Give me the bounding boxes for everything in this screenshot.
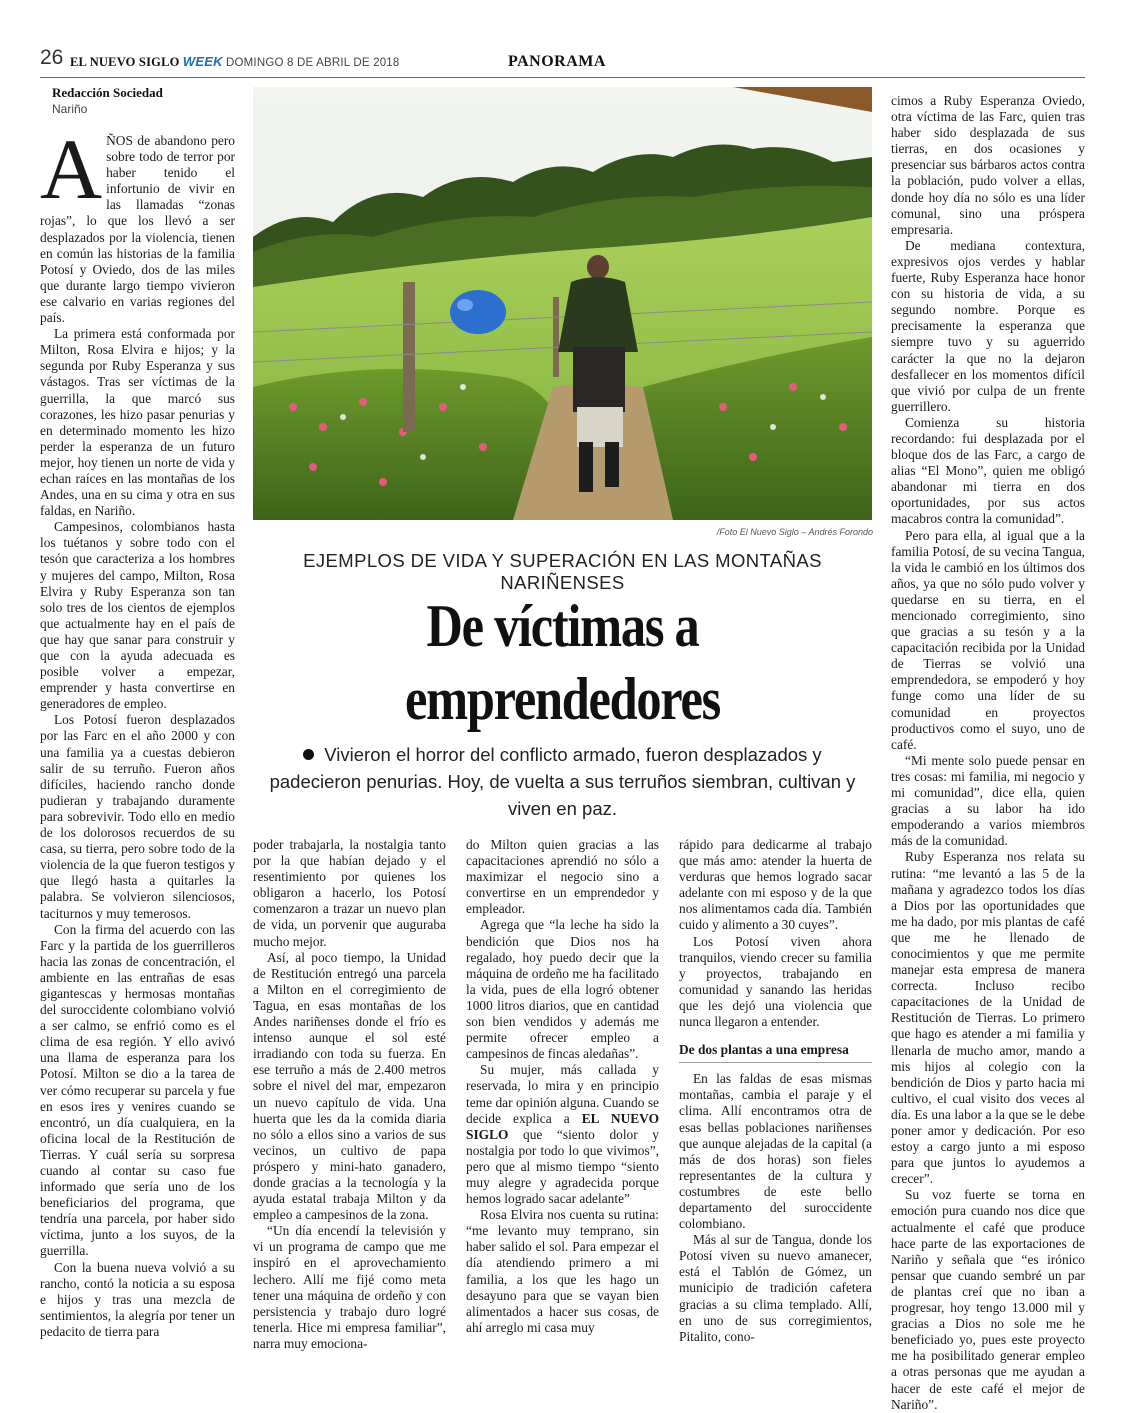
paragraph: Más al sur de Tangua, donde los Potosí viven su nuevo amanecer, está el Tablón de Gómez, un municipio de tradición cafetera gracias a su clima templado. Allí, en uno de sus corregimientos, Pitalito, cono- <box>679 1232 872 1344</box>
bullet-icon <box>303 749 314 760</box>
header-rule <box>40 77 1085 78</box>
masthead <box>70 54 400 70</box>
newspaper-name: EL NUEVO SIGLO <box>70 55 180 69</box>
drop-cap: A <box>40 121 103 217</box>
paragraph: “Mi mente solo puede pensar en tres cosas: mi familia, mi negocio y mi comunidad”, dice ella, quien gracias a su labor ha ido empoderando a varios miembros más de la comunidad. <box>891 752 1085 849</box>
paragraph: do Milton quien gracias a las capacitaciones aprendió no sólo a maximizar el negocio sino a convertirse en un emprendedor y empleador. <box>466 837 659 917</box>
paragraph: Su voz fuerte se torna en emoción pura cuando nos dice que actualmente el café que produce hace parte de las exportaciones de Nariño y señala que “es irónico pensar que cuando sembré un par de plantas creí que no iban a progresar, hoy tengo 13.000 mil y gracias a Dios no sole me he beneficiado yo, pues este proyecto me ha posibilitado generar empleo a otras personas que me ayudan a hacer de este café el mejor de Nariño”. <box>891 1187 1085 1412</box>
paragraph: Pero para ella, al igual que a la familia Potosí, de su vecina Tangua, la vida le cambió en los últimos dos años, ya que no sólo pudo volver y quedarse en su tierra, en el mencionado corregimiento, sino que gracias a su tesón y a la capacitación recibida por la Unidad de Tierras se volvió una emprendedora, se empoderó y hoy funge como una líder de su comunidad en proyectos productivos como el suyo, uno de café. <box>891 527 1085 752</box>
paragraph: Ruby Esperanza nos relata su rutina: “me levantó a las 5 de la mañana y agradezco todos los días a Dios por las oportunidades que me ha dado, por mis plantas de café que me he llenado de conocimientos y que me permite manejar esta empresa de manera correcta. Incluso recibo capacitaciones de la Unidad de Restitución de Tierras. Lo primero que hago es atender a mi familia y llenarla de mucho amor, mando a mis hijos al colegio con la bendición de Dios y parto hacia mi cultivo, el cual visito dos veces al día. Es una labor a la que se le debe poner amor y dedicación. Por eso estoy a cargo junto a mi esposo para que juntos lo ayudemos a crecer”. <box>891 849 1085 1187</box>
paragraph: Con la firma del acuerdo con las Farc y la partida de los guerrilleros hacia las zonas de concentración, el ambiente en las entrañas de esas gigantescas y hermosas montañas del suroccidente colombiano volvió a ser calmo, se enfrió como es el clima de esa región. Y ello avivó una llama de esperanza para los Potosí. Milton se dio a la tarea de ver cómo recuperar su parcela y fue en esos ires y venires cuando se encontró, un día cualquiera, en la oficina local de la Restitución de Tierras. Y cuál sería su sorpresa cuando al contar su caso fue informado que sería uno de los beneficiarios del programa, que tendría una parcela, por haber sido víctima, junto a los suyos, de la guerrilla. <box>40 921 235 1259</box>
paragraph <box>466 1062 659 1207</box>
edition-name: WEEK <box>182 54 223 69</box>
paragraph: Agrega que “la leche ha sido la bendición que Dios nos ha regalado, hoy puedo decir que la máquina de ordeño me ha facilitado la vida, pues de ella logró obtener 1000 litros diarios, que en cantidad son bien vendidos y además me permite ofrecer empleo a campesinos de fincas aledañas”. <box>466 917 659 1062</box>
article-column-1 <box>40 121 235 1340</box>
photo-caption: /Foto El Nuevo Siglo – Andrés Forondo <box>716 527 873 537</box>
article-column-3 <box>466 837 659 1336</box>
paragraph: rápido para dedicarme al trabajo que más amo: atender la huerta de verduras que hemos logrado sacar adelante con mi esposo y de la que nos alimentamos cada día. También cuido y alimento a 30 cuyes”. <box>679 837 872 933</box>
location: Nariño <box>52 102 88 116</box>
paragraph-text: que “siento dolor y nostalgia por todo lo que vivimos”, pero que al mismo tiempo “siento muy alegre y agradecida porque hemos logrado sacar adelante” <box>466 1126 659 1207</box>
paragraph: ÑOS de abandono pero sobre todo de terror por haber tenido el infortunio de vivir en las llamadas “zonas rojas”, lo que los llevó a ser desplazados por la violencia, tienen en común las historias de la familia Potosí y Oviedo, dos de las miles que durante largo tiempo vivieron ese calvario en varias regiones del país. <box>40 133 235 326</box>
paragraph: Rosa Elvira nos cuenta su rutina: “me levanto muy temprano, sin haber salido el sol. Para empezar el día atendiendo primero a mi familia, a los que les hago un desayuno para que se vayan bien alimentados a hacer sus cosas, de ahí arreglo mi casa muy <box>466 1207 659 1335</box>
paragraph: Comienza su historia recordando: fui desplazada por el bloque dos de las Farc, a cargo de alias “El Mono”, quien me obligó abandonar mi tierra en dos oportunidades, por sus actos macabros contra la comunidad”. <box>891 414 1085 527</box>
paragraph: Los Potosí fueron desplazados por las Farc en el año 2000 y con una familia ya a cuestas debieron salir de su terruño. Fueron años difíciles, haciendo rancho donde pudieran y trabajando duramente para sobrevivir. Todo ello en medio de los dolorosos recuerdos de su casa, su tierra, pero sobre todo de la violencia de la que fueron testigos y que llegó hasta a quitarles la palabra. Se volvieron silenciosos, taciturnos y muy temerosos. <box>40 712 235 921</box>
article-column-2 <box>253 837 446 1352</box>
article-photo <box>253 87 872 520</box>
section-title: PANORAMA <box>508 53 606 70</box>
issue-date: DOMINGO 8 DE ABRIL DE 2018 <box>226 57 400 69</box>
paragraph: De mediana contextura, expresivos ojos verdes y hablar fuerte, Ruby Esperanza hace honor con su historia de vida, a su segundo nombre. Porque es precisamente la esperanza que siempre tuvo y su aguerrido carácter la que no la dejaron desfallecer en los momentos difícil que vivió por culpa de un frente guerrillero. <box>891 237 1085 414</box>
subheading: De dos plantas a una empresa <box>679 1036 872 1063</box>
article-column-4 <box>679 837 872 1345</box>
paragraph: poder trabajarla, la nostalgia tanto por la que habían dejado y el resentimiento por quienes los obligaron a hacerlo, los Potosí comenzaron a trazar un nuevo plan de vida, un porvenir que auguraba mucho mejor. <box>253 837 446 949</box>
newspaper-mention: EL NUEVO SIGLO <box>466 1110 659 1142</box>
paragraph: “Un día encendí la televisión y vi un programa de campo que me inspiró en el aprovechamiento lechero. Allí me fijé como meta tener una máquina de ordeño y con persistencia y trabajo duro logré tenerla. Hice mi empresa familiar”, narra muy emociona- <box>253 1223 446 1351</box>
deck-text: Vivieron el horror del conflicto armado, fueron desplazados y padecieron penurias. Hoy, de vuelta a sus terruños siembran, cultivan y viven en paz. <box>269 744 856 819</box>
paragraph: Los Potosí viven ahora tranquilos, viendo crecer su familia y proyectos, trabajando en comunidad y sanando las heridas que les dejó una violencia que nunca llegaron a entender. <box>679 933 872 1030</box>
headline-line-2: emprendedores <box>405 666 720 732</box>
article-column-5 <box>891 93 1085 1413</box>
paragraph: Con la buena nueva volvió a su rancho, contó la noticia a su esposa e hijos y tras una mezcla de sentimientos, la alegría por tener un pedacito de tierra para <box>40 1259 235 1339</box>
paragraph: Campesinos, colombianos hasta los tuétanos y sobre todo con el tesón que caracteriza a los hombres y mujeres del campo, Milton, Rosa Elvira y Ruby Esperanza son tan solo tres de los cientos de ejemplos que actualmente hay en el país de que hay que sanar para construir y que con la ayuda adecuada es posible volver a empezar, emprender y hasta convertirse en generadores de empleo. <box>40 519 235 712</box>
kicker: EJEMPLOS DE VIDA Y SUPERACIÓN EN LAS MONTAÑAS NARIÑENSES <box>303 550 822 593</box>
headline <box>303 590 823 736</box>
paragraph: En las faldas de esas mismas montañas, cambia el paraje y el clima. Allí encontramos otra de esas bellas poblaciones nariñenses que aunque alejadas de la capital (a más de dos horas) son fieles representantes de la cultura y costumbres de este bello departamento del suroccidente colombiano. <box>679 1071 872 1232</box>
paragraph: cimos a Ruby Esperanza Oviedo, otra víctima de las Farc, quien tras haber sido desplazada de sus tierras, en dos ocasiones y presenciar sus bárbaros actos contra la población, pudo volver a ellas, donde hoy día no sólo es una líder comunal, sino una próspera empresaria. <box>891 93 1085 237</box>
deck <box>255 741 870 822</box>
paragraph-text: Su mujer, más callada y reservada, lo mira y en principio teme dar opinión alguna. Cuando se decide explica a <box>466 1062 659 1126</box>
paragraph: Así, al poco tiempo, la Unidad de Restitución entregó una parcela a Milton en el corregimiento de Tagua, en esas montañas de los Andes nariñenses donde el frío es intenso aunque el sol esté irradiando con toda su fuerza. En ese terruño a más de 2.400 metros sobre el nivel del mar, empezaron un nuevo capítulo de vida. Una huerta que les da la comida diaria no sólo a ellos sino a varios de sus vecinos, un cultivo de papa próspero y mini-hato ganadero, donde gracias a la tecnología y la ayuda estatal trabaja Milton y da empleo a campesinos de la zona. <box>253 949 446 1223</box>
page-number: 26 <box>40 46 64 69</box>
byline: Redacción Sociedad <box>52 85 163 100</box>
paragraph: La primera está conformada por Milton, Rosa Elvira e hijos; y la segunda por Ruby Esperanza y sus vástagos. Tras ser víctimas de la guerrilla, la que marcó sus corazones, les hizo pasar penurias y en determinado momento les hizo perder la esperanza de un futuro mejor, hoy tienen un norte de vida y echan raíces en las montañas de los Andes, una en su cima y otra en sus faldas, en Nariño. <box>40 326 235 519</box>
headline-line-1: De víctimas a <box>426 593 699 659</box>
